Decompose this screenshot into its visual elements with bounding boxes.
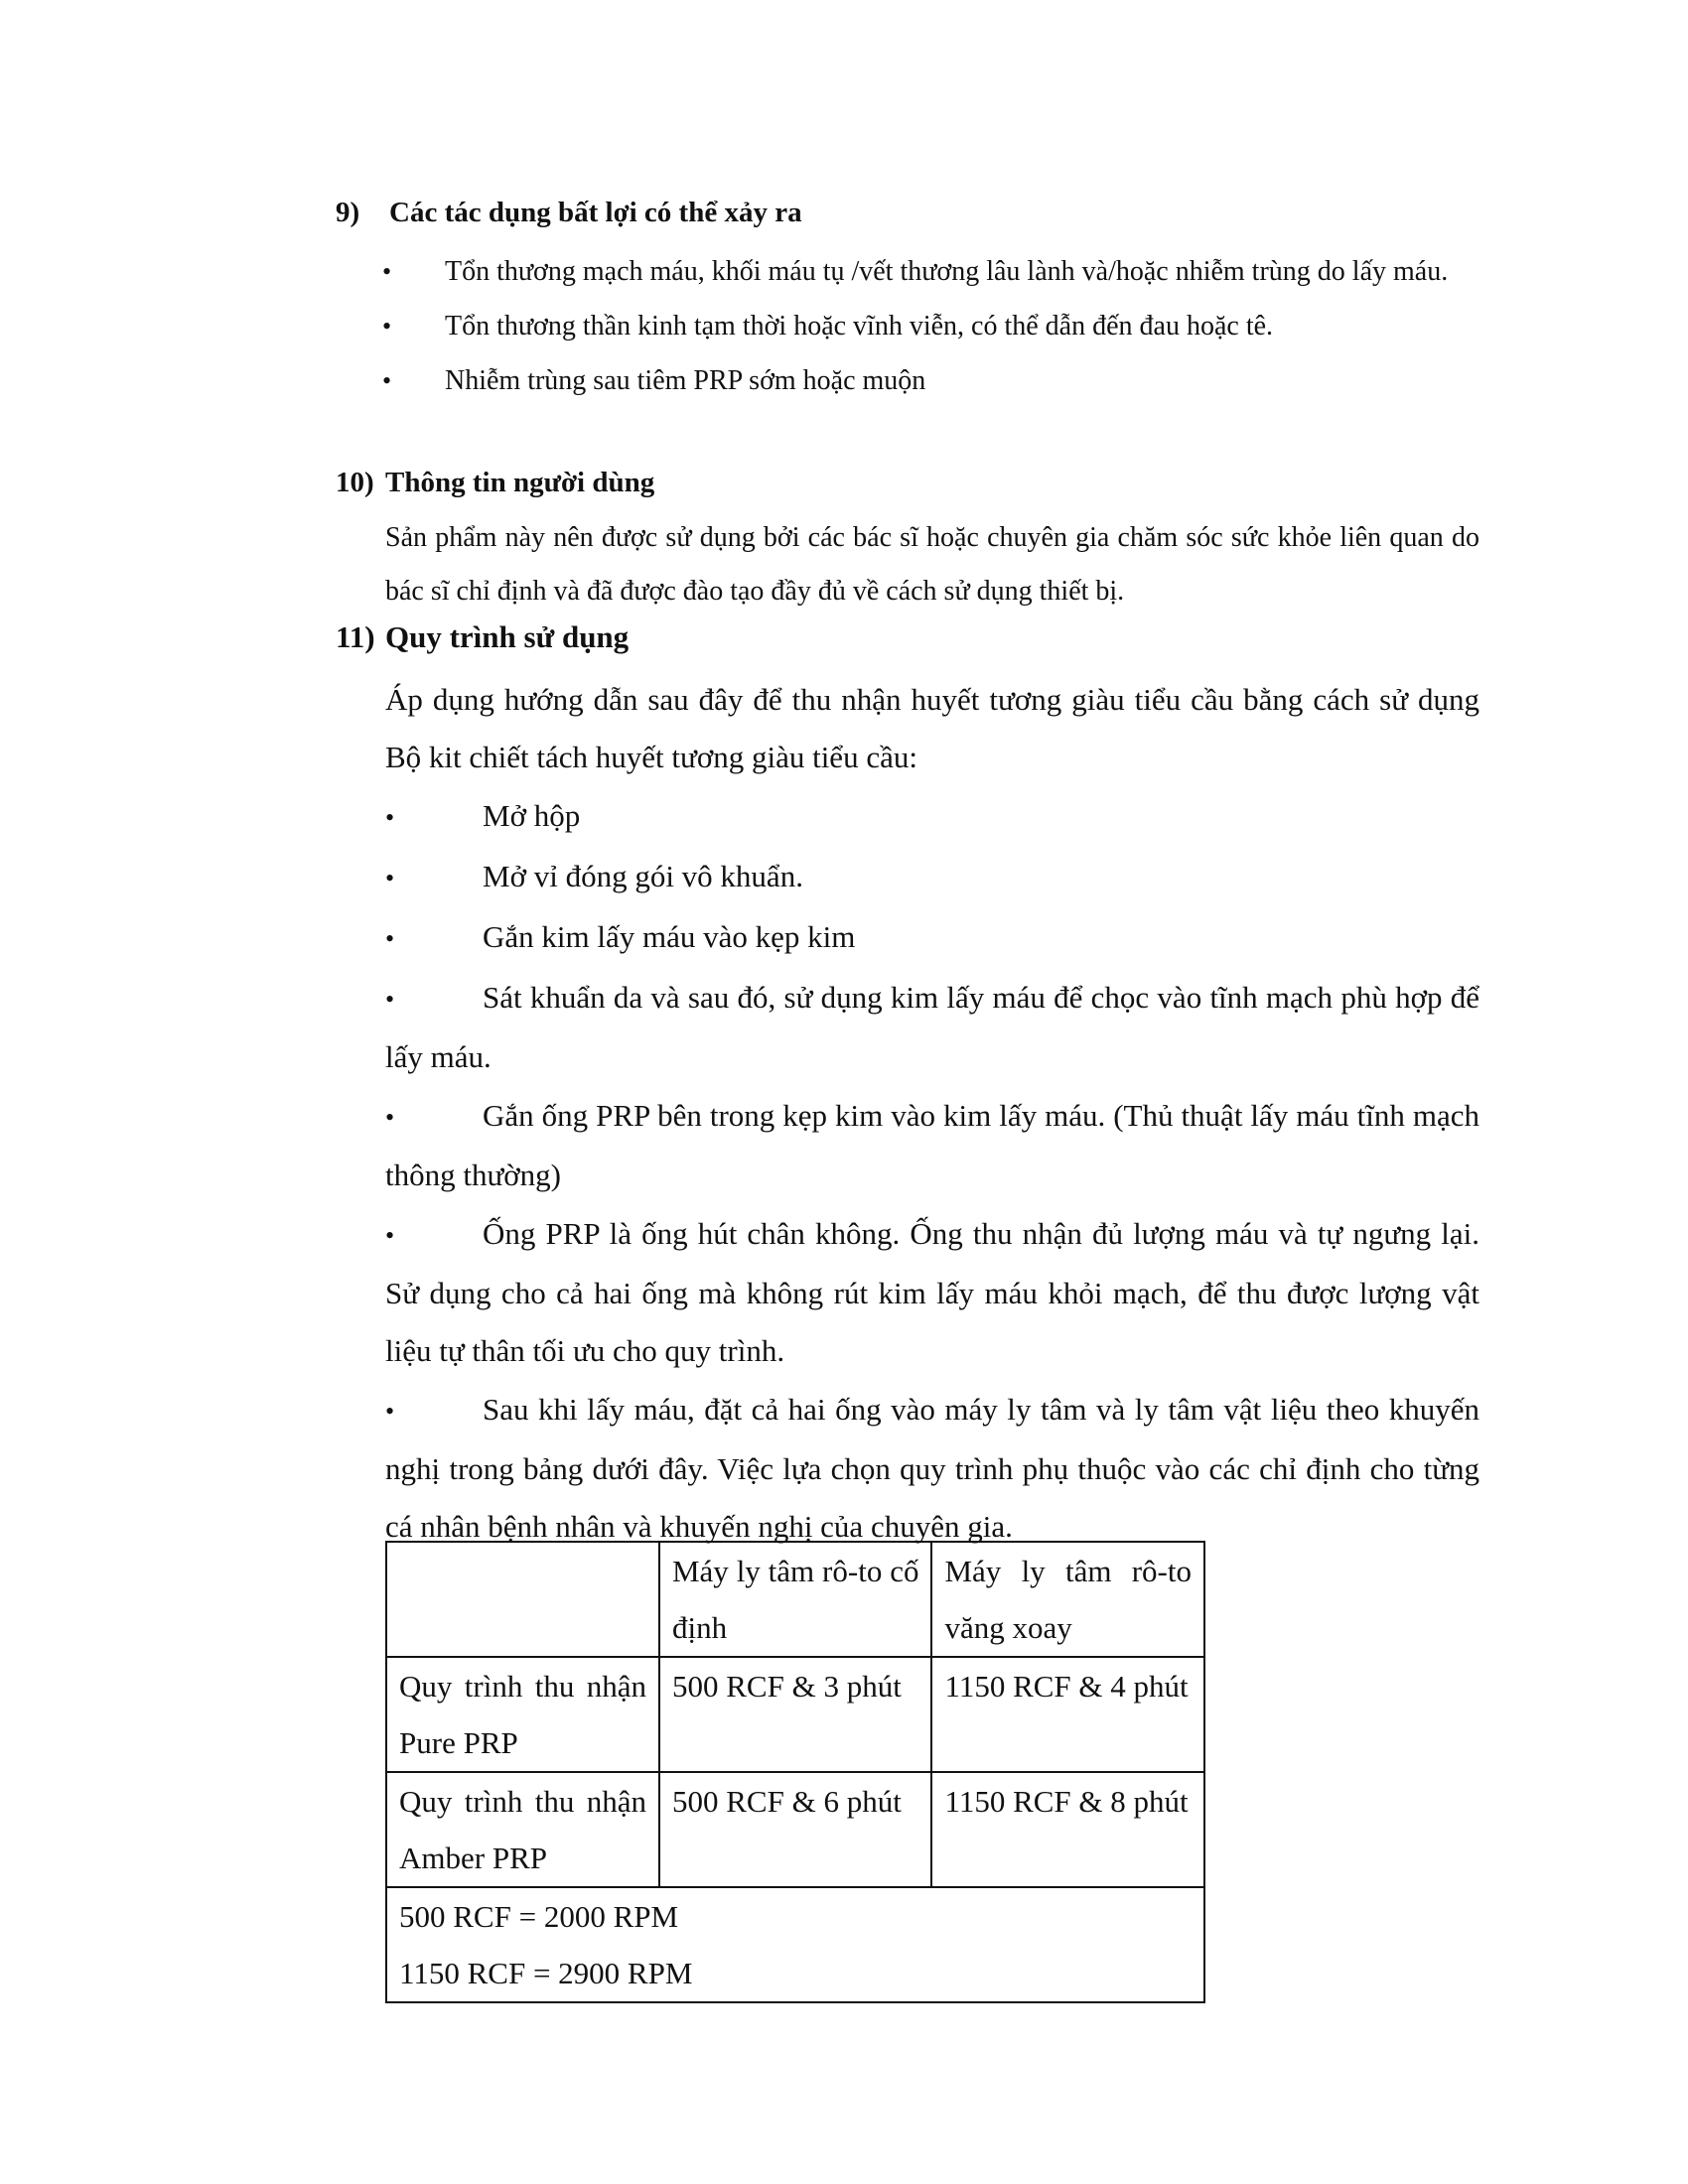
table-cell: 500 RCF & 6 phút bbox=[659, 1772, 931, 1887]
centrifuge-settings-table bbox=[385, 1541, 1205, 2003]
list-item bbox=[385, 1381, 1479, 1556]
table-cell: 500 RCF & 3 phút bbox=[659, 1657, 931, 1772]
table-cell: Quy trình thu nhận Pure PRP bbox=[386, 1657, 659, 1772]
section-11-title: Quy trình sử dụng bbox=[385, 619, 630, 654]
bullet-icon: • bbox=[385, 864, 395, 892]
conversion-notes-cell bbox=[386, 1887, 1204, 2002]
procedure-intro: Áp dụng hướng dẫn sau đây để thu nhận huyết tương giàu tiểu cầu bằng cách sử dụng Bộ kit chiết tách huyết tương giàu tiểu cầu: bbox=[385, 682, 1479, 774]
table-cell: 1150 RCF & 8 phút bbox=[931, 1772, 1204, 1887]
step-text: Sát khuẩn da và sau đó, sử dụng kim lấy máu để chọc vào tĩnh mạch phù hợp để lấy máu. bbox=[385, 980, 1479, 1074]
bullet-icon: • bbox=[385, 985, 395, 1014]
table-cell: Quy trình thu nhận Amber PRP bbox=[386, 1772, 659, 1887]
section-9-number: 9) bbox=[336, 197, 360, 228]
table-notes-row bbox=[386, 1887, 1204, 2002]
procedure-steps-list bbox=[385, 787, 1479, 1557]
bullet-icon: • bbox=[385, 924, 395, 953]
list-item: • Nhiễm trùng sau tiêm PRP sớm hoặc muộn bbox=[382, 355, 1479, 407]
list-item: • Tổn thương thần kinh tạm thời hoặc vĩnh viễn, có thể dẫn đến đau hoặc tê. bbox=[382, 301, 1479, 352]
table-header-cell: Máy ly tâm rô-to cố định bbox=[659, 1542, 931, 1657]
table-row bbox=[386, 1657, 1204, 1772]
list-item bbox=[385, 787, 1479, 847]
section-10-title: Thông tin người dùng bbox=[385, 467, 655, 498]
table-cell bbox=[386, 1542, 659, 1657]
step-text: Mở vỉ đóng gói vô khuẩn. bbox=[483, 859, 803, 893]
step-text: Ống PRP là ống hút chân không. Ống thu nhận đủ lượng máu và tự ngưng lại. Sử dụng cho cả hai ống mà không rút kim lấy máu khỏi mạch, để thu được lượng vật liệu tự thân tối ưu cho quy trình. bbox=[385, 1216, 1479, 1368]
step-text: Mở hộp bbox=[483, 798, 581, 833]
table-row bbox=[386, 1772, 1204, 1887]
list-item bbox=[385, 969, 1479, 1086]
section-11-number: 11) bbox=[336, 619, 375, 654]
step-text: Gắn kim lấy máu vào kẹp kim bbox=[483, 919, 856, 954]
bullet-icon: • bbox=[385, 1221, 395, 1250]
user-info-paragraph: Sản phẩm này nên được sử dụng bởi các bác sĩ hoặc chuyên gia chăm sóc sức khỏe liên quan do bác sĩ chỉ định và đã được đào tạo đầy đủ về cách sử dụng thiết bị. bbox=[385, 522, 1479, 607]
adverse-effects-list bbox=[382, 246, 1479, 410]
bullet-icon: • bbox=[385, 1397, 395, 1426]
conversion-note: 500 RCF = 2000 RPM bbox=[399, 1899, 679, 1934]
table-header-cell: Máy ly tâm rô-to văng xoay bbox=[931, 1542, 1204, 1657]
bullet-icon: • bbox=[385, 803, 395, 832]
list-item bbox=[385, 848, 1479, 907]
bullet-icon: • bbox=[385, 1103, 395, 1132]
section-11-heading bbox=[336, 619, 629, 655]
conversion-note: 1150 RCF = 2900 RPM bbox=[399, 1956, 693, 1990]
section-9-title: Các tác dụng bất lợi có thể xảy ra bbox=[389, 197, 802, 228]
list-item: • Tổn thương mạch máu, khối máu tụ /vết thương lâu lành và/hoặc nhiễm trùng do lấy máu. bbox=[382, 246, 1479, 298]
list-item bbox=[385, 1087, 1479, 1204]
table-cell: 1150 RCF & 4 phút bbox=[931, 1657, 1204, 1772]
list-item bbox=[385, 1205, 1479, 1380]
table-header-row bbox=[386, 1542, 1204, 1657]
step-text: Gắn ống PRP bên trong kẹp kim vào kim lấy máu. (Thủ thuật lấy máu tĩnh mạch thông thường) bbox=[385, 1098, 1479, 1192]
section-10-heading bbox=[336, 467, 654, 499]
list-item bbox=[385, 908, 1479, 968]
section-9-heading bbox=[336, 197, 802, 229]
section-10-number: 10) bbox=[336, 467, 374, 498]
step-text: Sau khi lấy máu, đặt cả hai ống vào máy ly tâm và ly tâm vật liệu theo khuyến nghị trong bảng dưới đây. Việc lựa chọn quy trình phụ thuộc vào các chỉ định cho từng cá nhân bệnh nhân và khuyến nghị của chuyên gia. bbox=[385, 1392, 1479, 1544]
